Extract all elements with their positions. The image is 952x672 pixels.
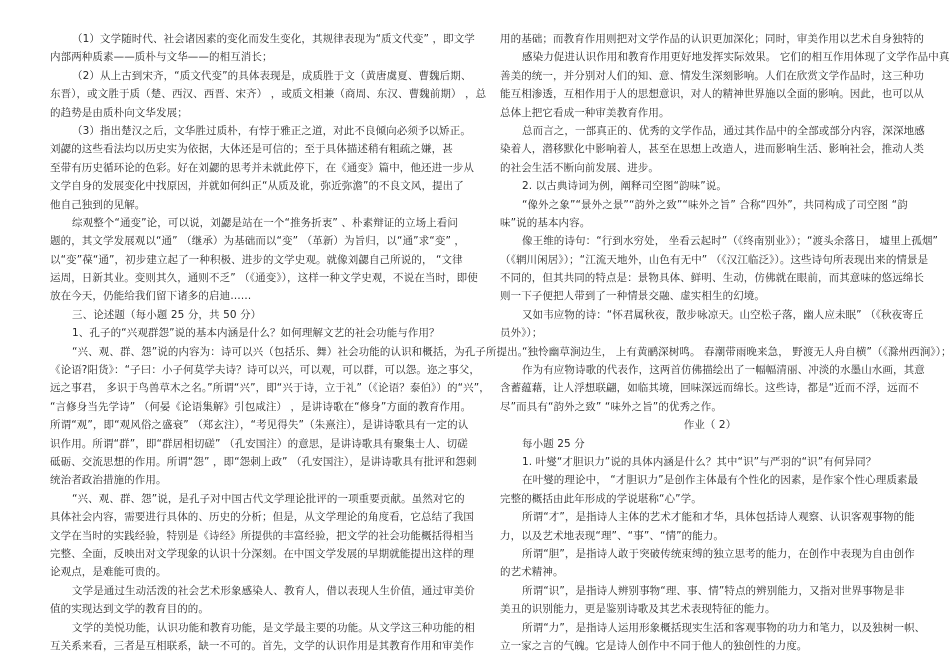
right-column-line: 总而言之，一部真正的、优秀的文学作品，通过其作品中的全部或部分内容，深深地感 [522,124,925,137]
right-column-line: 在叶燮的理论中， “才胆识力”是创作主体最有个性化的因素，是作家个性心理质素最 [522,474,919,487]
right-column-line: “像外之象”“景外之景”“韵外之致”“味外之旨” 合称“四外”，共同构成了司空图 “韵 [522,198,908,211]
left-column-line: 具体社会内容，需要进行具体的、历史的分析；但是，从文学理论的角度看，它总结了我国 [50,511,474,524]
left-column-line: 值的实现达到文学的教育目的的。 [50,603,209,616]
left-column-line: （2）从上古到宋齐，“质文代变”的具体表现是，成质胜于文（黄唐虞夏、曹魏后期、 [72,69,472,82]
left-column-line: 放在今天，仍能给我们留下诸多的启迪…… [50,290,252,303]
right-column-line: （《辋川闲居》）；“江流天地外，山色有无中” （《汉江临泛》）。这些诗句所表现出来的情景是 [500,253,929,266]
right-column [500,30,952,655]
left-column-line: 三、论述题（每小题 25 分，共 50 分） [72,308,262,321]
left-column-line: 完整、全面，反映出对文学现象的认识十分深刻。在中国文学发展的早期就能提出这样的理 [50,547,474,560]
right-column-line: 美丑的识别能力，更是鉴别诗歌及其艺术表现特征的能力。 [500,603,776,616]
right-column-line: 所谓“识”，是指诗人辨别事物“理、事、情”特点的辨别能力，又指对世界事物是非 [522,584,905,597]
right-column-line: 用的基础；而教育作用则把对文学作品的认识更加深化；同时，审美作用以艺术自身独特的 [500,33,924,45]
left-column-line: 文学的美悦功能，认识功能和教育功能，是文学最主要的功能。从文学这三种功能的相 [72,621,475,634]
right-column-line: 不同的，但其共同的特点是：景物具体、鲜明、生动，仿佛就在眼前，而其意味的悠远绵长 [500,272,924,285]
left-column-line: 的趋势是由质朴向文华发展； [50,106,188,119]
right-column-line: “独怜幽草涧边生， 上有黄鹂深树鸣。 春潮带雨晚来急， 野渡无人舟自横”（《滁州西涧》）； [522,345,952,358]
left-column-line: 识作用。所谓“群”，即“群居相切磋” （孔安国注）的意思，是讲诗歌具有聚集士人、切磋 [50,437,468,450]
left-column-line: 1、孔子的“兴观群怨”说的基本内涵是什么？如何理解文艺的社会功能与作用？ [72,327,440,340]
left-column-line: 文学在当时的实践经验，特别是《诗经》所提供的丰富经验，把文学的社会功能概括得相当 [50,529,474,542]
left-column-line: 文学是通过生动活泼的社会艺术形象感染人、教育人，借以表现人生价值，通过审美价 [72,584,475,597]
left-column-line: 内部两种质素——质朴与文华——的相互消长； [50,51,273,64]
right-column-line: 染着人，潜移默化中影响着人，甚至在思想上改造人，进而影响生活、影响社会，推动人类 [500,143,924,156]
right-column-line: 每小题 25 分 [522,437,585,450]
right-column-line: 完整的概括由此年形成的学说堪称“心”学。 [500,492,702,505]
left-column-line: 文学自身的发展变化中找原因，并就如何纠正“从质及讹，弥近弥澹”的不良文风，提出了 [50,180,464,193]
right-column-line: 则一下子便把人带到了一种情景交融、虚实相生的幻境。 [500,290,765,303]
right-column-line: 所谓“才”，是指诗人主体的艺术才能和才华，具体包括诗人观察、认识客观事物的能 [522,511,915,524]
left-column-line: 题的，其文学发展观以“通” （继承）为基础而以“变” （革新）为旨归，以“通”求“变” ， [50,235,466,248]
right-column-line: 2. 以古典诗词为例，阐释司空图“韵味”说。 [522,180,727,193]
left-column-line: 远之事君， 多识于鸟兽草木之名。”所谓“兴”，即“兴于诗，立于礼”（《论语？泰伯》）的“兴”， [50,382,490,395]
right-column-line: 含蓄蕴藉，让人浮想联翩，如临其境，回味深远而绵长。这些诗，都是“近而不浮，远而不 [500,382,919,395]
right-column-line: 1. 叶燮“才胆识力”说的具体内涵是什么？其中“识”与严羽的“识”有何异同？ [522,455,877,468]
right-column-line: 感染力促进认识作用和教育作用更好地发挥实际效果。 它们的相互作用体现了文学作品中真 [522,51,950,64]
right-column-line: 力，以及艺术地表现“理”、“事”、“情”的能力。 [500,529,725,542]
left-column-line: 至带有历史循环论的色彩。好在刘勰的思考并未就此停下，在《通变》篇中，他还进一步从 [50,161,474,174]
left-column-line: 以“变”葆“通”，初步建立起了一种积极、进步的文学史观。就像刘勰自己所说的， “文律 [50,253,463,266]
left-column-line: 东晋），或文胜于质（楚、西汉、西晋、宋齐） ，或质文相兼（商周、东汉、曹魏前期） ，总 [50,88,487,101]
right-column-line: 作业（ 2） [683,419,737,432]
left-column-line: 刘勰的这些看法均以历史实为依据，大体还是可信的；至于具体描述稍有粗疏之嫌，甚 [50,143,453,156]
right-column-line: 的社会生活不断向前发展、进步。 [500,161,659,174]
left-column-line: “言修身当先学诗” （何晏《论语集解》引包咸注） ，是讲诗歌在“修身”方面的教育作用。 [50,400,472,413]
right-column-line: 员外》）； [500,327,543,340]
left-column-line: 所谓“观”，即“观风俗之盛衰” （郑玄注），“考见得失”（朱熹注），是讲诗歌具有一定的认 [50,419,469,432]
left-column-line: 砥砺、交流思想的作用。所谓“怨” ，即“怨刺上政” （孔安国注），是讲诗歌具有批评和怨刺 [50,455,477,468]
right-column-line: 总体上把它看成一种审美教育作用。 [500,106,670,119]
left-column-line: 论观点，是难能可贵的。 [50,566,167,579]
right-column-line: 立一家之言的气魄。它是诗人创作中不同于他人的独创性的力度。 [500,639,808,652]
right-column-line: 像王维的诗句：“行到水穷处， 坐看云起时”（《终南别业》）；“渡头余落日， 墟里上孤烟” [522,235,939,248]
right-column-line: 作为有应物诗歌的代表作，这两首仿佛描绘出了一幅幅清丽、冲淡的水墨山水画，其意 [522,364,925,377]
left-column-line: “兴、观、群、怨”说的内容为：诗可以兴（包括乐、舞）社会功能的认识和概括，为孔子所提出。 [72,345,529,358]
left-column-line: 他自己独到的见解。 [50,198,146,211]
right-column-line: 善美的统一，并分别对人们的知、意、情发生深刻影响。人们在欣赏文学作品时，这三种功 [500,69,924,82]
right-column-line: 又如韦应物的诗：“怀君属秋夜，散步咏凉天。山空松子落，幽人应未眠” （《秋夜寄丘 [522,308,924,321]
left-column-line: “兴、观、群、怨”说，是孔子对中国古代文学理论批评的一项重要贡献。虽然对它的 [72,492,465,505]
left-column-line: 互关系来看，三者是互相联系，缺一不可的。首先，文学的认识作用是其教育作用和审美作 [50,639,474,652]
left-column-line: 统治者政治措施的作用。 [50,474,167,487]
right-column-line: 味”说的基本内容。 [500,216,591,229]
right-column-line: 的艺术精神。 [500,566,564,579]
left-column-line: （3）指出楚汉之后，文华胜过质朴，有悖于雅正之道，对此不良倾向必须予以矫正。 [72,124,471,137]
left-column-line: 运周，日新其业。变则其久，通则不乏” （《通变》），这样一种文学史观，不说在当时，即使 [50,272,478,285]
right-column-line: 所谓“胆”，是指诗人敢于突破传统束缚的独立思考的能力，在创作中表现为自由创作 [522,547,915,560]
right-column-line: 尽”而具有“韵外之致” “味外之旨”的优秀之作。 [500,400,722,413]
right-column-line: 能互相渗透，互相作用于人的思想意识，对人的精神世界施以全面的影响。因此，也可以从 [500,88,924,101]
left-column-line: （1）文学随时代、社会诸因素的变化而发生变化，其规律表现为“质文代变” ，即文学 [72,33,475,45]
left-column-line: 《论语?阳货》：“子曰：小子何莫学夫诗？诗可以兴，可以观，可以群，可以怨。迩之事父， [50,364,480,377]
right-column-line: 所谓“力”，是指诗人运用形象概括现实生活和客观事物的功力和笔力，以及独树一帜、 [522,621,926,634]
left-column-line: 综观整个“通变”论，可以说，刘勰是站在一个“推务折衷” 、朴素辩证的立场上看问 [72,216,458,229]
